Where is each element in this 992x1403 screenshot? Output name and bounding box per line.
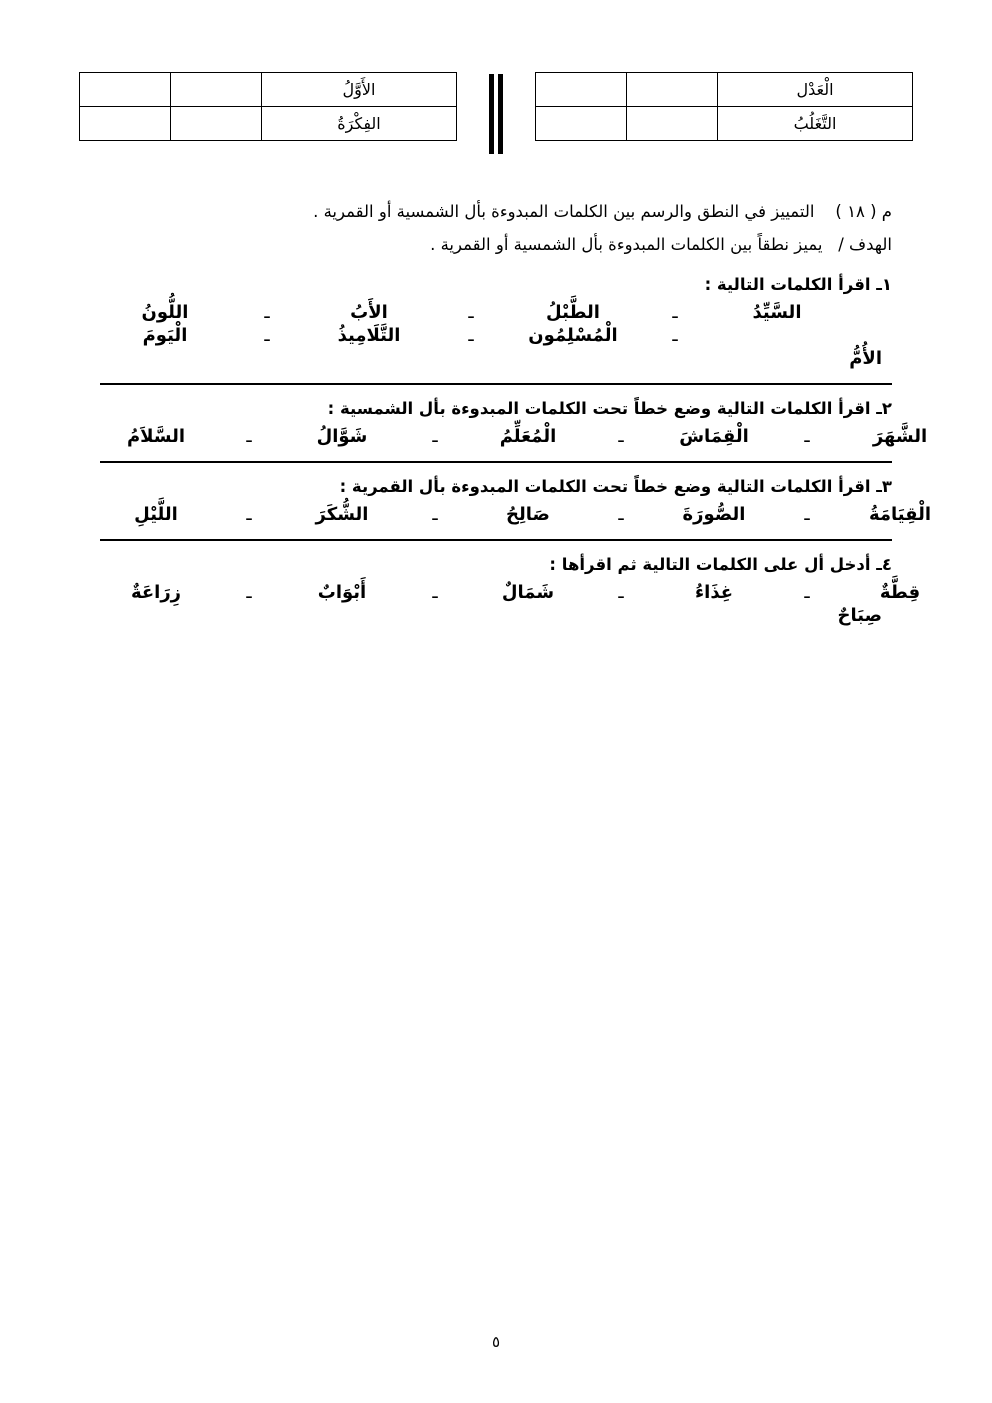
word: الشَّهَرَ bbox=[872, 425, 928, 447]
word: الشُّكَرَ bbox=[315, 503, 369, 525]
exercise-1-row-1 bbox=[100, 302, 892, 323]
separator: ـ bbox=[618, 425, 624, 447]
word: السَّيِّدُ bbox=[752, 301, 802, 323]
top-tables bbox=[0, 72, 992, 154]
word: الصُّورَةَ bbox=[682, 503, 746, 525]
goal-label: الهدف / bbox=[838, 235, 892, 255]
exercise-2 bbox=[100, 398, 928, 447]
blank-cell bbox=[627, 107, 718, 141]
section-divider bbox=[100, 539, 892, 541]
exercise-1-heading: ١ـ اقرأ الكلمات التالية : bbox=[704, 274, 892, 294]
exercise-1-trailing-word: الأُمُّ bbox=[849, 347, 882, 369]
separator: ـ bbox=[468, 324, 474, 346]
separator: ـ bbox=[246, 581, 252, 603]
separator: ـ bbox=[804, 425, 810, 447]
separator: ـ bbox=[672, 301, 678, 323]
table-row bbox=[536, 107, 913, 141]
exercise-4-trailing-word: صِبَاحٌ bbox=[837, 604, 882, 626]
separator: ـ bbox=[264, 301, 270, 323]
word: زِرَاعَةٌ bbox=[130, 581, 182, 603]
exercise-1-row-2 bbox=[100, 325, 892, 346]
word: السَّلاَمُ bbox=[126, 425, 186, 447]
exercise-3 bbox=[100, 476, 932, 525]
word: صَالِحُ bbox=[506, 503, 550, 525]
word: الْقِيَامَةُ bbox=[868, 503, 932, 525]
word-cell: الْعَدْل bbox=[718, 73, 913, 107]
objective-text: التمييز في النطق والرسم بين الكلمات المبدوءة بأل الشمسية أو القمرية . bbox=[313, 202, 815, 221]
goal-text: يميز نطقاً بين الكلمات المبدوءة بأل الشمسية أو القمرية . bbox=[430, 235, 823, 255]
page-number: ٥ bbox=[491, 1333, 501, 1351]
table-row bbox=[80, 107, 457, 141]
exercise-2-heading: ٢ـ اقرأ الكلمات التالية وضع خطاً تحت الكلمات المبدوءة بأل الشمسية : bbox=[327, 398, 892, 418]
blank-cell bbox=[171, 73, 262, 107]
word: اللَّيْلِ bbox=[134, 503, 178, 525]
separator: ـ bbox=[618, 503, 624, 525]
word: اللُّونُ bbox=[141, 301, 189, 323]
word: شَمَالٌ bbox=[501, 581, 555, 603]
word: الْمُسْلِمُون bbox=[528, 324, 618, 346]
word: أَبْوَابٌ bbox=[317, 581, 367, 603]
word-cell: الفِكْرَةُ bbox=[262, 107, 457, 141]
separator: ـ bbox=[804, 581, 810, 603]
exercise-4 bbox=[100, 554, 921, 626]
blank-cell bbox=[80, 73, 171, 107]
word-cell: التَّغَلُبُ bbox=[718, 107, 913, 141]
objective-code: م ( ١٨ ) bbox=[835, 202, 892, 221]
right-word-table bbox=[79, 72, 457, 141]
exercise-3-heading: ٣ـ اقرأ الكلمات التالية وضع خطاً تحت الكلمات المبدوءة بأل القمرية : bbox=[339, 476, 892, 496]
left-word-table bbox=[535, 72, 913, 141]
word-cell: الأَوَّلُ bbox=[262, 73, 457, 107]
exercise-4-heading: ٤ـ أدخل أل على الكلمات التالية ثم اقرأها : bbox=[549, 554, 892, 574]
table-row bbox=[80, 73, 457, 107]
blank-cell bbox=[171, 107, 262, 141]
section-divider bbox=[100, 461, 892, 463]
word: الْيَومَ bbox=[142, 324, 188, 346]
separator: ـ bbox=[618, 581, 624, 603]
table-divider bbox=[457, 72, 535, 154]
word: قِطَّةٌ bbox=[879, 581, 921, 603]
word: التَّلَامِيذُ bbox=[337, 324, 401, 346]
blank-cell bbox=[536, 73, 627, 107]
lesson-content bbox=[100, 196, 932, 628]
separator: ـ bbox=[432, 581, 438, 603]
goal-line bbox=[100, 229, 892, 260]
blank-cell bbox=[536, 107, 627, 141]
double-vertical-bar-icon bbox=[489, 74, 503, 154]
exercise-4-row-1 bbox=[100, 581, 921, 603]
separator: ـ bbox=[246, 425, 252, 447]
word: الْمُعَلِّمُ bbox=[499, 425, 557, 447]
separator: ـ bbox=[804, 503, 810, 525]
exercise-2-row-1 bbox=[100, 425, 928, 447]
exercise-3-row-1 bbox=[100, 503, 932, 525]
word: غِذَاءُ bbox=[694, 581, 734, 603]
separator: ـ bbox=[468, 301, 474, 323]
blank-cell bbox=[80, 107, 171, 141]
separator: ـ bbox=[432, 425, 438, 447]
blank-cell bbox=[627, 73, 718, 107]
word: الطَّبْلُ bbox=[546, 301, 600, 323]
word: الْقِمَاشَ bbox=[679, 425, 749, 447]
separator: ـ bbox=[246, 503, 252, 525]
table-row bbox=[536, 73, 913, 107]
word: الأَبُ bbox=[350, 301, 388, 323]
section-divider bbox=[100, 383, 892, 385]
separator: ـ bbox=[264, 324, 270, 346]
separator: ـ bbox=[432, 503, 438, 525]
word: شَوَّالُ bbox=[316, 425, 368, 447]
objective-line bbox=[100, 196, 892, 227]
separator: ـ bbox=[672, 324, 678, 346]
exercise-1 bbox=[100, 275, 892, 369]
